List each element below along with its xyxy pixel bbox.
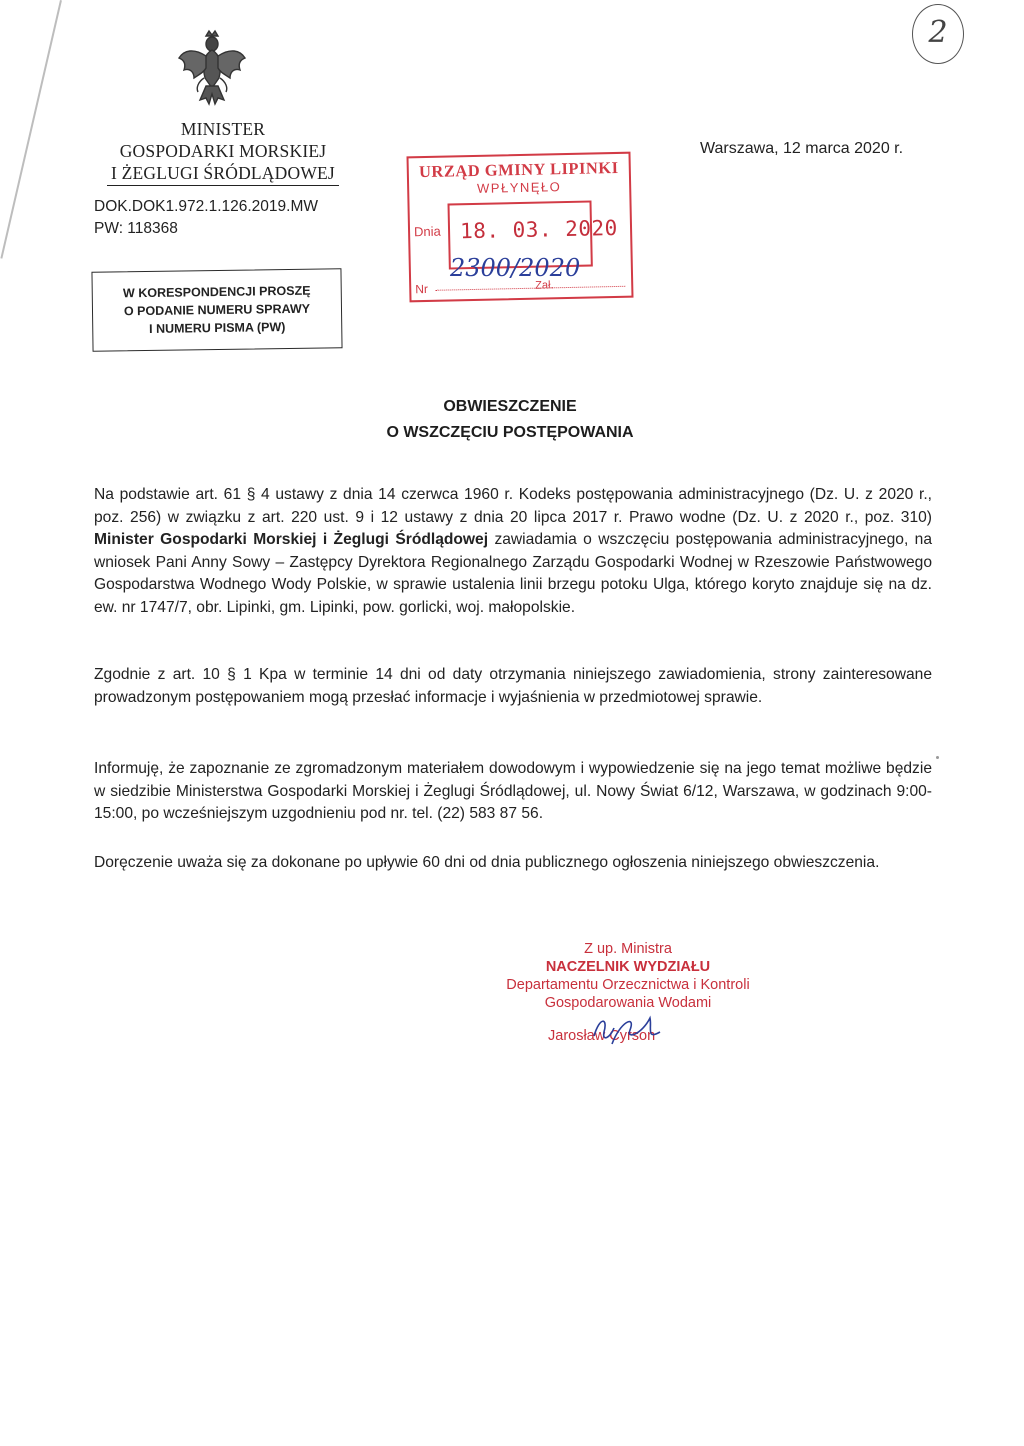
ministry-letterhead (88, 118, 358, 186)
ministry-line-2: GOSPODARKI MORSKIEJ (119, 141, 327, 161)
correspondence-line-1: W KORESPONDENCJI PROSZĘ (122, 283, 311, 301)
signatory-name: Jarosław Cyrson (548, 1028, 656, 1044)
stamp-date-value: 18. 03. 2020 (459, 215, 619, 244)
signature-line-3: Departamentu Orzecznictwa i Kontroli (506, 977, 750, 993)
case-number: DOK.DOK1.972.1.126.2019.MW (94, 198, 319, 215)
polish-eagle-icon (176, 28, 248, 110)
pw-number: PW: 118368 (94, 220, 178, 237)
page-number-mark: 2 (912, 4, 964, 64)
place-and-date: Warszawa, 12 marca 2020 r. (700, 140, 904, 157)
paragraph-1-start: Na podstawie art. 61 § 4 ustawy z dnia 14 czerwca 1960 r. Kodeks postępowania administracyjnego (Dz. U. z 2020 r., poz. 256) w związku z art. 220 ust. 9 i 12 ustawy z dnia 20 lipca 2017 r. Prawo wodne (Dz. U. z 2020 r., poz. 310) (94, 486, 932, 526)
corner-fold-line (0, 0, 62, 259)
signature-line-1: Z up. Ministra (584, 941, 672, 957)
paragraph-legal-basis (94, 484, 932, 619)
stamp-office: URZĄD GMINY LIPINKI (418, 157, 619, 182)
reference-numbers (94, 196, 318, 240)
paragraph-1-authority: Minister Gospodarki Morskiej i Żeglugi Śródlądowej (94, 531, 489, 548)
stamp-number-label: Nr (415, 281, 429, 297)
scan-speck (936, 756, 939, 759)
correspondence-line-2: O PODANIE NUMERU SPRAWY (123, 301, 311, 319)
correspondence-note-box (91, 268, 342, 351)
signature-line-2: NACZELNIK WYDZIAŁU (545, 959, 711, 975)
signature-block (478, 940, 778, 1012)
handwritten-signature (590, 1008, 670, 1052)
stamp-date-label: Dnia (413, 223, 441, 240)
correspondence-line-3: I NUMERU PISMA (PW) (148, 320, 286, 336)
stamp-status: WPŁYNĘŁO (476, 179, 562, 196)
paragraph-delivery: Doręczenie uważa się za dokonane po upływie 60 dni od dnia publicznego ogłoszenia niniejszego obwieszczenia. (94, 854, 880, 871)
stamp-handwritten-number: 2300/2020 (450, 254, 581, 282)
paragraph-deadline: Zgodnie z art. 10 § 1 Kpa w terminie 14 dni od daty otrzymania niniejszego zawiadomienia, strony zainteresowane prowadzonym postępowaniem mogą przesłać informacje i wyjaśnienia w przedmiotowej sprawie. (94, 666, 932, 706)
stamp-number-line (435, 286, 625, 291)
document-title-line-1: OBWIESZCZENIE (443, 398, 577, 415)
document-title-line-2: O WSZCZĘCIU POSTĘPOWANIA (386, 424, 634, 441)
ministry-line-3: I ŻEGLUGI ŚRÓDLĄDOWEJ (107, 162, 339, 186)
ministry-line-1: MINISTER (180, 119, 266, 139)
paragraph-1-end: zawiadamia o wszczęciu postępowania administracyjnego, na wniosek Pani Anny Sowy – Zastępcy Dyrektora Regionalnego Zarządu Gospodarki Wodnej w Rzeszowie Państwowego Gospodarstwa Wodnego Wody Polskie, w sprawie ustalenia linii brzegu potoku Ulga, którego koryto znajduje się na dz. ew. nr 1747/7, obr. Lipinki, gm. Lipinki, pow. gorlicki, woj. małopolskie. (94, 531, 932, 616)
paragraph-inspection: Informuję, że zapoznanie ze zgromadzonym materiałem dowodowym i wypowiedzenie się na jego temat możliwe będzie w siedzibie Ministerstwa Gospodarki Morskiej i Żeglugi Śródlądowej, ul. Nowy Świat 6/12, Warszawa, w godzinach 9:00-15:00, po wcześniejszym uzgodnieniu pod nr. tel. (22) 583 87 56. (94, 760, 932, 822)
stamp-attachments-label: Zał. (535, 279, 554, 292)
signature-line-4: Gospodarowania Wodami (544, 995, 712, 1011)
